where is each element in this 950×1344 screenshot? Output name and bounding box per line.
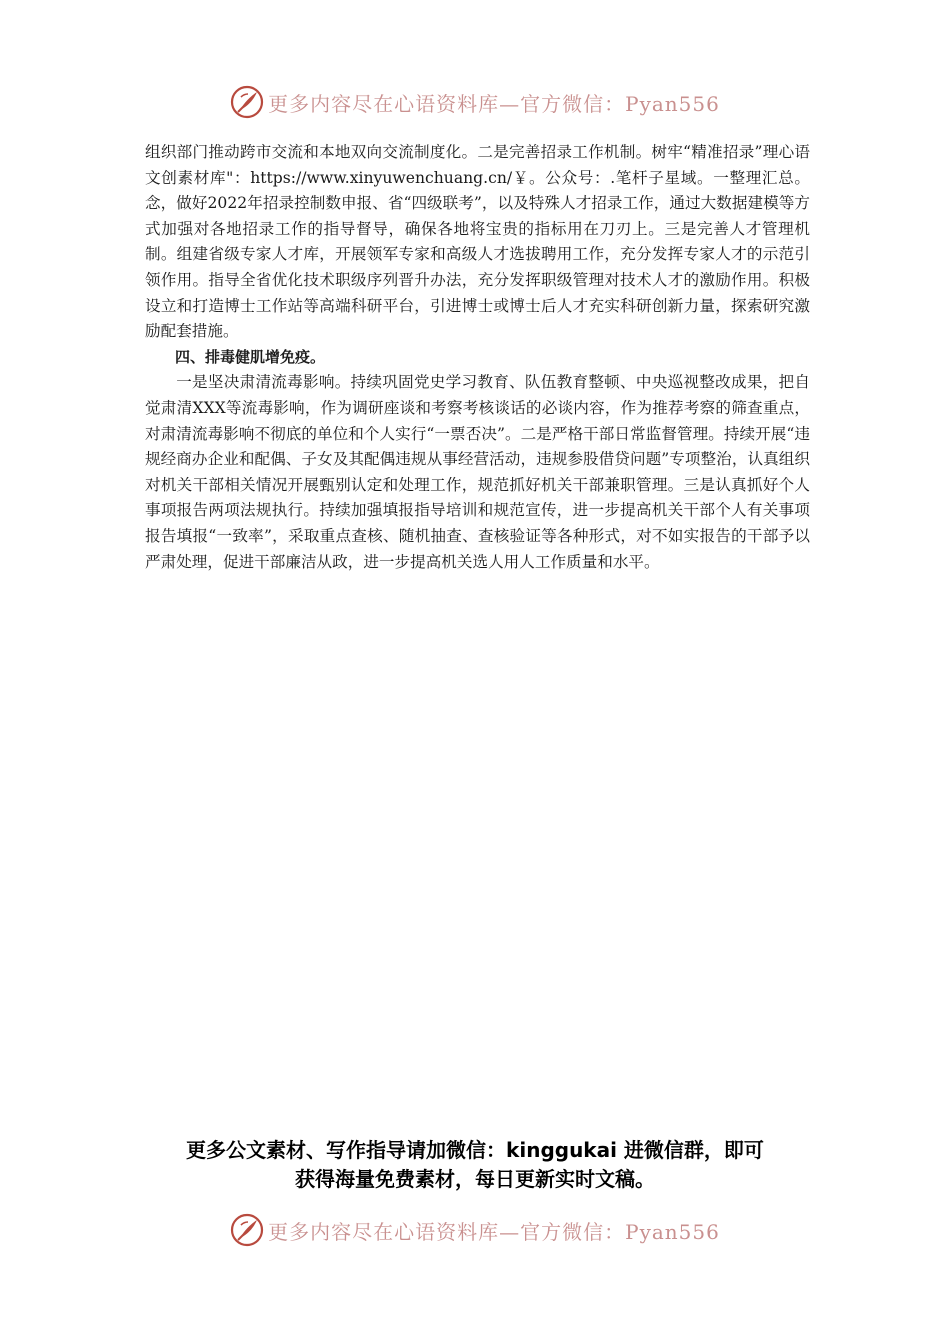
promo-line: 获得海量免费素材，每日更新实时文稿。 [295, 1167, 655, 1191]
footer-banner-text: 更多内容尽在心语资料库—官方微信：Pyan556 [268, 1219, 720, 1244]
quill-pen-logo-icon [230, 1213, 264, 1247]
header-banner-text: 更多内容尽在心语资料库—官方微信：Pyan556 [268, 91, 720, 116]
footer-banner [0, 1212, 950, 1248]
promo-notice [120, 1136, 830, 1194]
document-body [145, 140, 810, 575]
section-heading: 四、排毒健肌增免疫。 [175, 347, 326, 366]
quill-pen-logo-icon [230, 85, 264, 119]
promo-line: 更多公文素材、写作指导请加微信：kinggukai 进微信群，即可 [186, 1138, 764, 1162]
body-paragraph: 组织部门推动跨市交流和本地双向交流制度化。二是完善招录工作机制。树牢“精准招录”理心语文创素材库"：https://www.xinyuwenchuang.cn/￥。公众号：.笔杆子星域。一整理汇总。念，做好2022年招录控制数申报、省“四级联考”，以及特殊人才招录工作，通过大数据建模等方式加强对各地招录工作的指导督导，确保各地将宝贵的指标用在刀刃上。三是完善人才管理机制。组建省级专家人才库，开展领军专家和高级人才选拔聘用工作，充分发挥专家人才的示范引领作用。指导全省优化技术职级序列晋升办法，充分发挥职级管理对技术人才的激励作用。积极设立和打造博士工作站等高端科研平台，引进博士或博士后人才充实科研创新力量，探索研究激励配套措施。 [145, 143, 810, 341]
header-banner [0, 84, 950, 120]
body-paragraph: 一是坚决肃清流毒影响。持续巩固党史学习教育、队伍教育整顿、中央巡视整改成果，把自觉肃清XXX等流毒影响，作为调研座谈和考察考核谈话的必谈内容，作为推荐考察的筛查重点，对肃清流毒影响不彻底的单位和个人实行“一票否决”。二是严格干部日常监督管理。持续开展“违规经商办企业和配偶、子女及其配偶违规从事经营活动，违规参股借贷问题”专项整治，认真组织对机关干部相关情况开展甄别认定和处理工作，规范抓好机关干部兼职管理。三是认真抓好个人事项报告两项法规执行。持续加强填报指导培训和规范宣传，进一步提高机关干部个人有关事项报告填报“一致率”，采取重点查核、随机抽查、查核验证等各种形式，对不如实报告的干部予以严肃处理，促进干部廉洁从政，进一步提高机关选人用人工作质量和水平。 [145, 373, 810, 571]
